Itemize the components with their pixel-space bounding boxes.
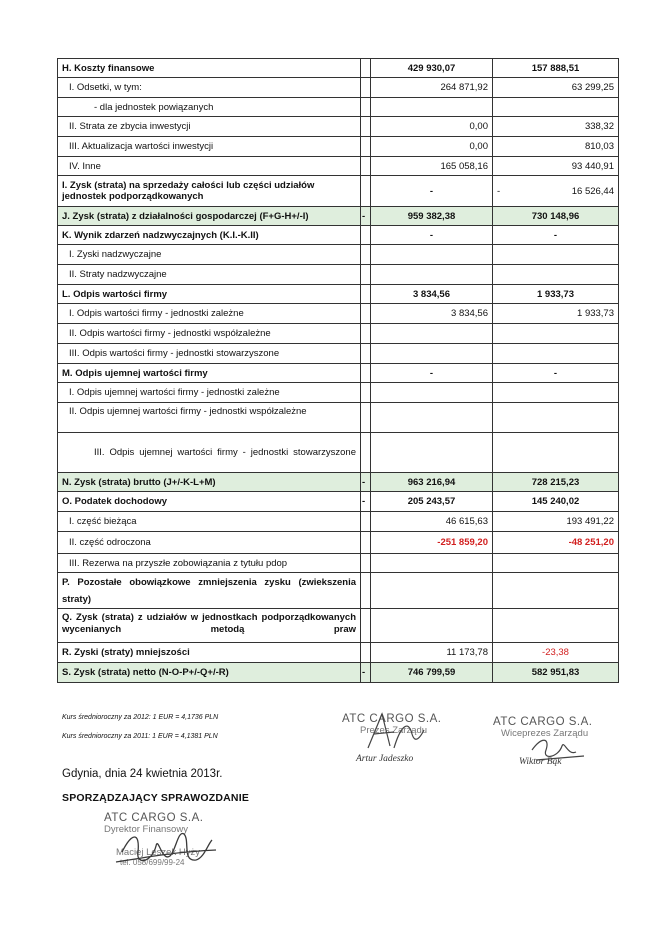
value-2011 xyxy=(493,245,619,265)
row-label: S. Zysk (strata) netto (N-O-P+/-Q+/-R) xyxy=(58,663,361,683)
value-2012 xyxy=(371,433,493,473)
table-row xyxy=(58,554,619,573)
table-row xyxy=(58,433,619,473)
row-label: K. Wynik zdarzeń nadzwyczajnych (K.I.-K.II) xyxy=(58,226,361,245)
stamp-person: Artur Jadeszko xyxy=(356,754,414,764)
row-dash: - xyxy=(361,663,371,683)
value-2011 xyxy=(493,324,619,344)
row-dash xyxy=(361,265,371,285)
table-row xyxy=(58,473,619,492)
table-row xyxy=(58,383,619,403)
row-label: III. Odpis wartości firmy - jednostki stowarzyszone xyxy=(58,344,361,364)
table-row xyxy=(58,403,619,433)
row-dash xyxy=(361,609,371,643)
value-2012 xyxy=(371,265,493,285)
row-label: III. Rezerwa na przyszłe zobowiązania z tytułu pdop xyxy=(58,554,361,573)
value-2012: - xyxy=(371,226,493,245)
value-2012: 963 216,94 xyxy=(371,473,493,492)
table-row xyxy=(58,364,619,383)
stamp-role: Prezes Zarządu xyxy=(360,725,428,736)
exchange-rate-2012: Kurs średnioroczny za 2012: 1 EUR = 4,1736 PLN xyxy=(62,714,219,721)
table-row xyxy=(58,532,619,554)
row-label: R. Zyski (straty) mniejszości xyxy=(58,643,361,663)
value-2011: 1 933,73 xyxy=(493,304,619,324)
value-2012: 429 930,07 xyxy=(371,59,493,78)
table-row xyxy=(58,78,619,98)
row-dash xyxy=(361,364,371,383)
value-2011: -23,38 xyxy=(493,643,619,663)
table-row xyxy=(58,59,619,78)
row-label: Q. Zysk (strata) z udziałów w jednostkach podporządkowanych wycenianych metodą praw xyxy=(58,609,361,643)
row-dash xyxy=(361,344,371,364)
value-2012 xyxy=(371,573,493,609)
row-label: I. Odpis ujemnej wartości firmy - jednostki zależne xyxy=(58,383,361,403)
value-2012: - xyxy=(371,364,493,383)
table-row xyxy=(58,663,619,683)
value-2011: - xyxy=(493,226,619,245)
row-label: M. Odpis ujemnej wartości firmy xyxy=(58,364,361,383)
value-2012 xyxy=(371,609,493,643)
row-dash xyxy=(361,573,371,609)
row-dash xyxy=(361,324,371,344)
row-dash xyxy=(361,643,371,663)
value-2012: 11 173,78 xyxy=(371,643,493,663)
value-2011: 157 888,51 xyxy=(493,59,619,78)
value-2011 xyxy=(493,265,619,285)
row-label: I. Zyski nadzwyczajne xyxy=(58,245,361,265)
value-2011 xyxy=(493,433,619,473)
row-label: II. Straty nadzwyczajne xyxy=(58,265,361,285)
value-2012: - xyxy=(371,176,493,207)
stamp-person: Maciej Leszek Hyży xyxy=(116,847,200,858)
value-2011: 63 299,25 xyxy=(493,78,619,98)
value-2012 xyxy=(371,245,493,265)
row-label: P. Pozostałe obowiązkowe zmniejszenia zysku (zwiekszenia straty) xyxy=(58,573,361,609)
table-row xyxy=(58,176,619,207)
value-2012: 0,00 xyxy=(371,117,493,137)
row-label: II. Odpis wartości firmy - jednostki współzależne xyxy=(58,324,361,344)
row-label: N. Zysk (strata) brutto (J+/-K-L+M) xyxy=(58,473,361,492)
row-label: - dla jednostek powiązanych xyxy=(58,98,361,117)
table-row xyxy=(58,137,619,157)
value-2012: 165 058,16 xyxy=(371,157,493,176)
value-2011 xyxy=(493,609,619,643)
row-dash xyxy=(361,59,371,78)
table-row xyxy=(58,245,619,265)
value-text: 16 526,44 xyxy=(571,185,614,197)
table-row xyxy=(58,609,619,643)
value-2011: - xyxy=(493,364,619,383)
row-dash xyxy=(361,532,371,554)
row-dash xyxy=(361,176,371,207)
row-dash xyxy=(361,78,371,98)
row-dash xyxy=(361,285,371,304)
dash-mark: - xyxy=(497,185,501,197)
place-and-date: Gdynia, dnia 24 kwietnia 2013r. xyxy=(62,768,223,780)
value-2012 xyxy=(371,383,493,403)
row-label: L. Odpis wartości firmy xyxy=(58,285,361,304)
financial-statement-table xyxy=(57,58,619,683)
row-label: H. Koszty finansowe xyxy=(58,59,361,78)
row-dash xyxy=(361,383,371,403)
table-row xyxy=(58,157,619,176)
value-2012 xyxy=(371,344,493,364)
row-label: IV. Inne xyxy=(58,157,361,176)
president-signature xyxy=(360,708,430,758)
value-2012: 3 834,56 xyxy=(371,304,493,324)
row-dash: - xyxy=(361,473,371,492)
row-label: III. Aktualizacja wartości inwestycji xyxy=(58,137,361,157)
value-2011 xyxy=(493,176,619,207)
value-2011 xyxy=(493,383,619,403)
row-label: II. część odroczona xyxy=(58,532,361,554)
value-2012 xyxy=(371,403,493,433)
stamp-role: Wiceprezes Zarządu xyxy=(501,728,589,739)
row-label: I. Odpis wartości firmy - jednostki zależne xyxy=(58,304,361,324)
row-label: I. Odsetki, w tym: xyxy=(58,78,361,98)
finance-director-signature xyxy=(112,822,222,874)
row-label: III. Odpis ujemnej wartości firmy - jednostki stowarzyszone xyxy=(58,433,361,473)
value-2011: 193 491,22 xyxy=(493,512,619,532)
value-2011 xyxy=(493,573,619,609)
value-2012: 264 871,92 xyxy=(371,78,493,98)
row-label: II. Odpis ujemnej wartości firmy - jednostki współzależne xyxy=(58,403,361,433)
stamp-company: ATC CARGO S.A. xyxy=(342,713,442,725)
row-dash xyxy=(361,117,371,137)
row-dash: - xyxy=(361,492,371,512)
table-row xyxy=(58,344,619,364)
row-dash xyxy=(361,245,371,265)
value-2012 xyxy=(371,98,493,117)
value-2012: 959 382,38 xyxy=(371,207,493,226)
row-label: O. Podatek dochodowy xyxy=(58,492,361,512)
value-2012: -251 859,20 xyxy=(371,532,493,554)
value-2012: 746 799,59 xyxy=(371,663,493,683)
stamp-phone: tel. 058/699/99-24 xyxy=(120,858,185,867)
table-row xyxy=(58,512,619,532)
row-dash xyxy=(361,137,371,157)
row-dash xyxy=(361,554,371,573)
table-row xyxy=(58,324,619,344)
table-row xyxy=(58,573,619,609)
row-dash xyxy=(361,512,371,532)
row-dash xyxy=(361,403,371,433)
table-row xyxy=(58,226,619,245)
value-2011: 810,03 xyxy=(493,137,619,157)
row-label: I. Zysk (strata) na sprzedaży całości lub części udziałów jednostek podporządkowanych xyxy=(58,176,361,207)
value-2012: 205 243,57 xyxy=(371,492,493,512)
table-row xyxy=(58,643,619,663)
value-2012: 3 834,56 xyxy=(371,285,493,304)
value-2011: 730 148,96 xyxy=(493,207,619,226)
value-2011 xyxy=(493,344,619,364)
table-row xyxy=(58,304,619,324)
vice-president-signature xyxy=(528,732,588,766)
table-row xyxy=(58,492,619,512)
value-2011: -48 251,20 xyxy=(493,532,619,554)
value-2011: 145 240,02 xyxy=(493,492,619,512)
table-row xyxy=(58,98,619,117)
value-2011 xyxy=(493,403,619,433)
row-dash xyxy=(361,304,371,324)
value-2011: 93 440,91 xyxy=(493,157,619,176)
row-label: II. Strata ze zbycia inwestycji xyxy=(58,117,361,137)
exchange-rate-2011: Kurs średnioroczny za 2011: 1 EUR = 4,1381 PLN xyxy=(62,733,218,740)
value-2011: 582 951,83 xyxy=(493,663,619,683)
value-2012 xyxy=(371,554,493,573)
table-row xyxy=(58,207,619,226)
row-label: J. Zysk (strata) z działalności gospodarczej (F+G-H+/-I) xyxy=(58,207,361,226)
value-2011 xyxy=(493,554,619,573)
row-label: I. część bieżąca xyxy=(58,512,361,532)
prepared-by-heading: SPORZĄDZAJĄCY SPRAWOZDANIE xyxy=(62,792,250,804)
value-2012: 46 615,63 xyxy=(371,512,493,532)
value-2012: 0,00 xyxy=(371,137,493,157)
stamp-role: Dyrektor Finansowy xyxy=(104,824,188,835)
value-2011: 1 933,73 xyxy=(493,285,619,304)
value-2011 xyxy=(493,98,619,117)
table-row xyxy=(58,285,619,304)
row-dash: - xyxy=(361,207,371,226)
stamp-person: Wiktor Bąk xyxy=(519,757,562,767)
row-dash xyxy=(361,157,371,176)
table-row xyxy=(58,265,619,285)
stamp-company: ATC CARGO S.A. xyxy=(493,716,593,728)
table-row xyxy=(58,117,619,137)
value-2011: 338,32 xyxy=(493,117,619,137)
stamp-company: ATC CARGO S.A. xyxy=(104,812,204,824)
row-dash xyxy=(361,226,371,245)
row-dash xyxy=(361,98,371,117)
row-dash xyxy=(361,433,371,473)
value-2011: 728 215,23 xyxy=(493,473,619,492)
value-2012 xyxy=(371,324,493,344)
